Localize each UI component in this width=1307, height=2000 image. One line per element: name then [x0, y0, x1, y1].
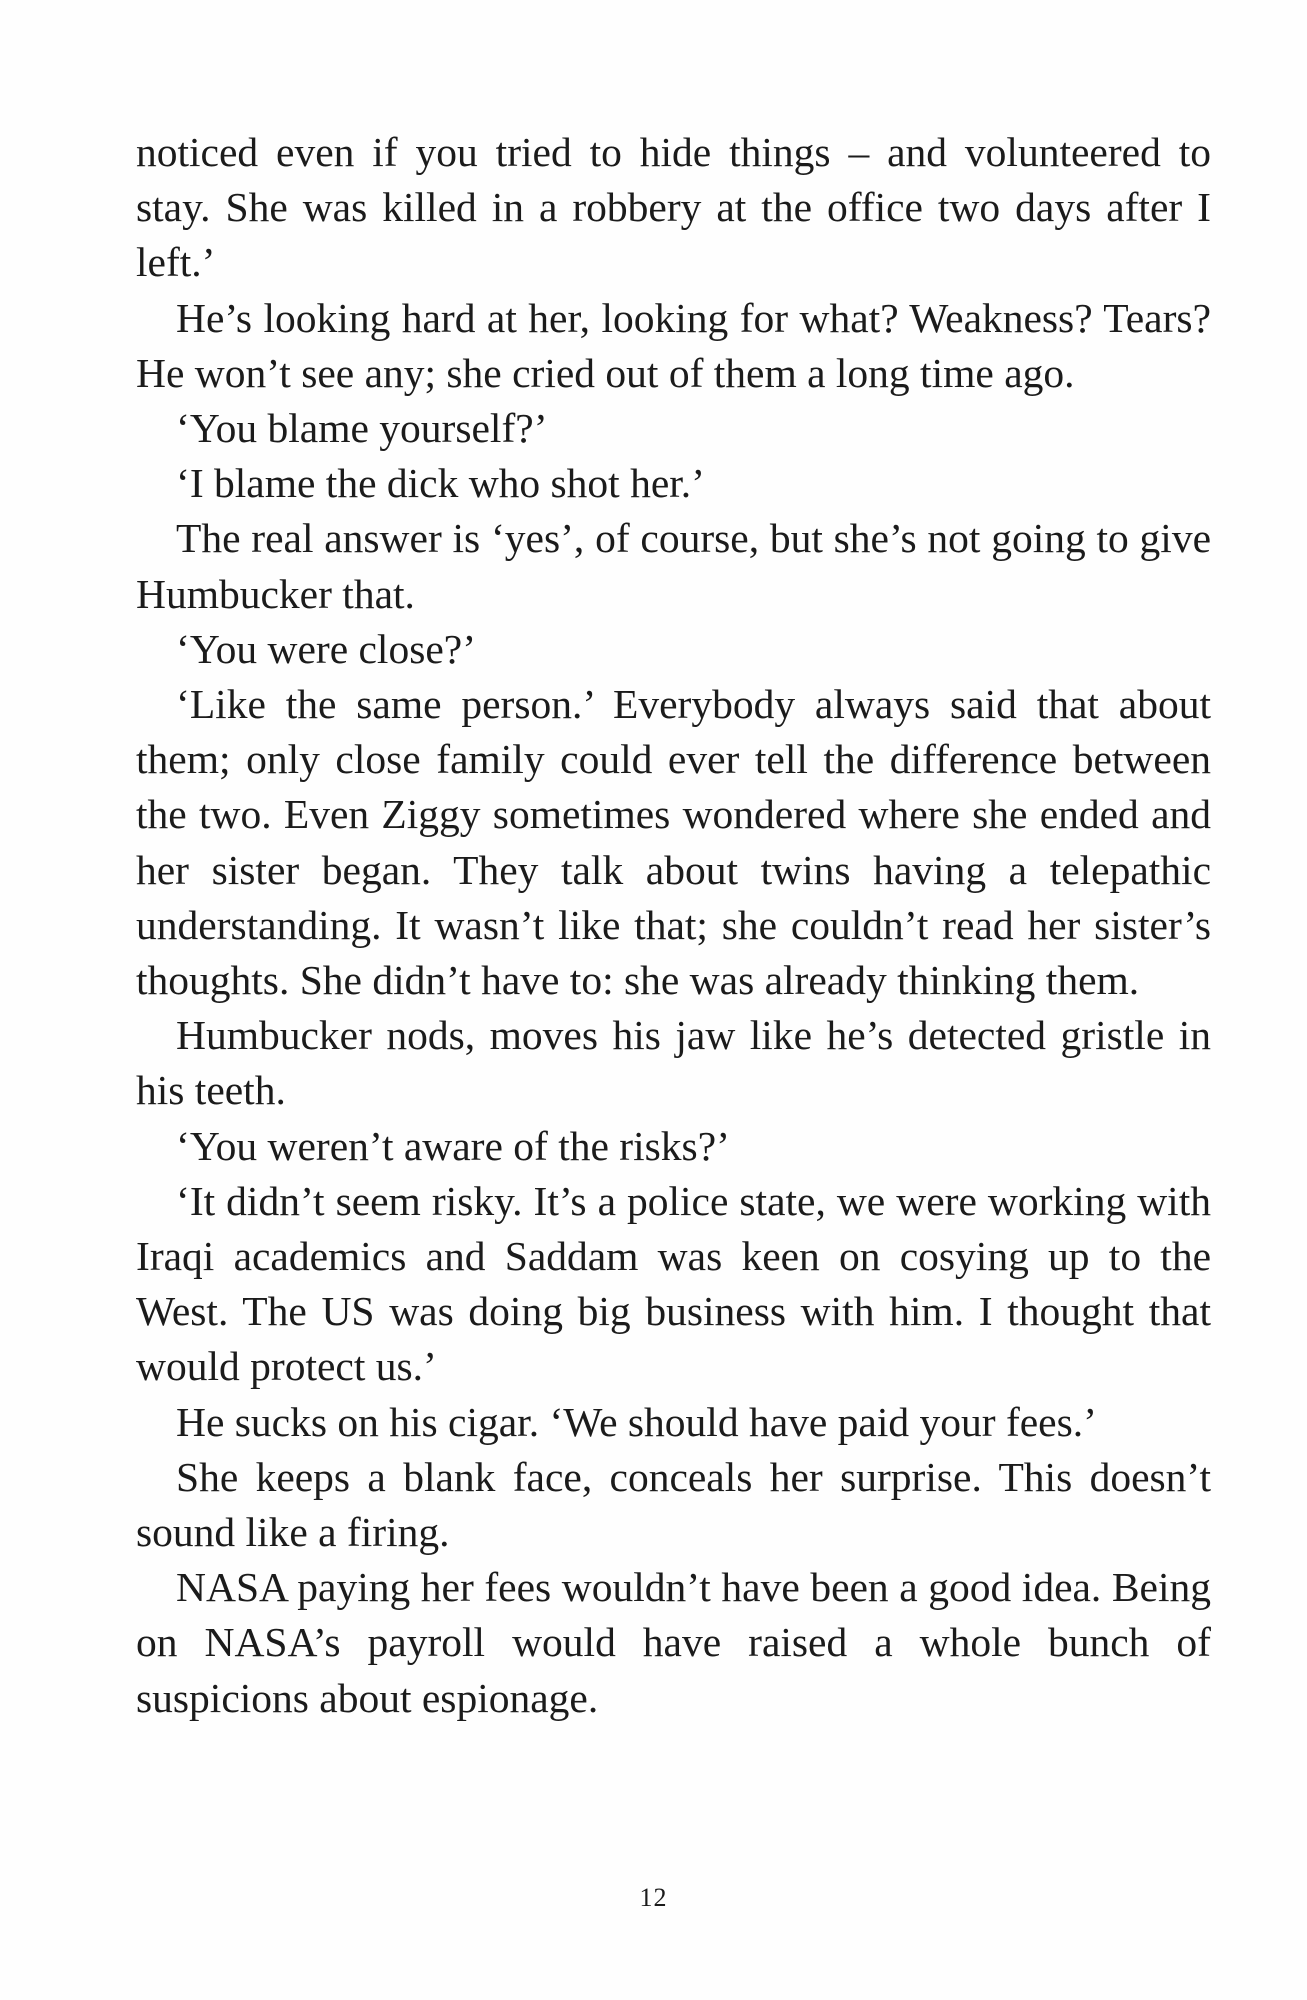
- paragraph-13: NASA paying her fees wouldn’t have been a good idea. Being on NASA’s payroll would have raised a whole bunch of suspicions about espionage.: [136, 1564, 1211, 1721]
- paragraph-2: He’s looking hard at her, looking for what? Weakness? Tears? He won’t see any; she cried out of them a long time ago.: [136, 294, 1211, 396]
- paragraph-5: The real answer is ‘yes’, of course, but she’s not going to give Humbucker that.: [136, 515, 1211, 617]
- paragraph-9: ‘You weren’t aware of the risks?’: [176, 1122, 730, 1169]
- paragraph-6: ‘You were close?’: [176, 625, 477, 672]
- paragraph-7: ‘Like the same person.’ Everybody always said that about them; only close family could ever tell the difference between the two. Even Ziggy sometimes wondered where she ended and her sister began. They talk about twins having a telepathic understanding. It wasn’t like that; she couldn’t read her sister’s thoughts. She didn’t have to: she was already thinking them.: [136, 681, 1211, 1004]
- paragraph-8: Humbucker nods, moves his jaw like he’s detected gristle in his teeth.: [136, 1012, 1211, 1114]
- paragraph-12: She keeps a blank face, conceals her surprise. This doesn’t sound like a firing.: [136, 1453, 1211, 1556]
- paragraph-4: ‘I blame the dick who shot her.’: [176, 460, 705, 507]
- page-number: 12: [639, 1883, 668, 1912]
- paragraph-11: He sucks on his cigar. ‘We should have paid your fees.’: [176, 1398, 1097, 1445]
- body-text: [136, 125, 1211, 1726]
- paragraph-10: ‘It didn’t seem risky. It’s a police state, we were working with Iraqi academics and Saddam was keen on cosying up to the West. The US was doing big business with him. I thought that would protect us.’: [136, 1177, 1211, 1390]
- paragraph-1: noticed even if you tried to hide things – and volunteered to stay. She was killed in a robbery at the office two days after I left.’: [136, 129, 1211, 286]
- paragraph-3: ‘You blame yourself?’: [176, 405, 548, 452]
